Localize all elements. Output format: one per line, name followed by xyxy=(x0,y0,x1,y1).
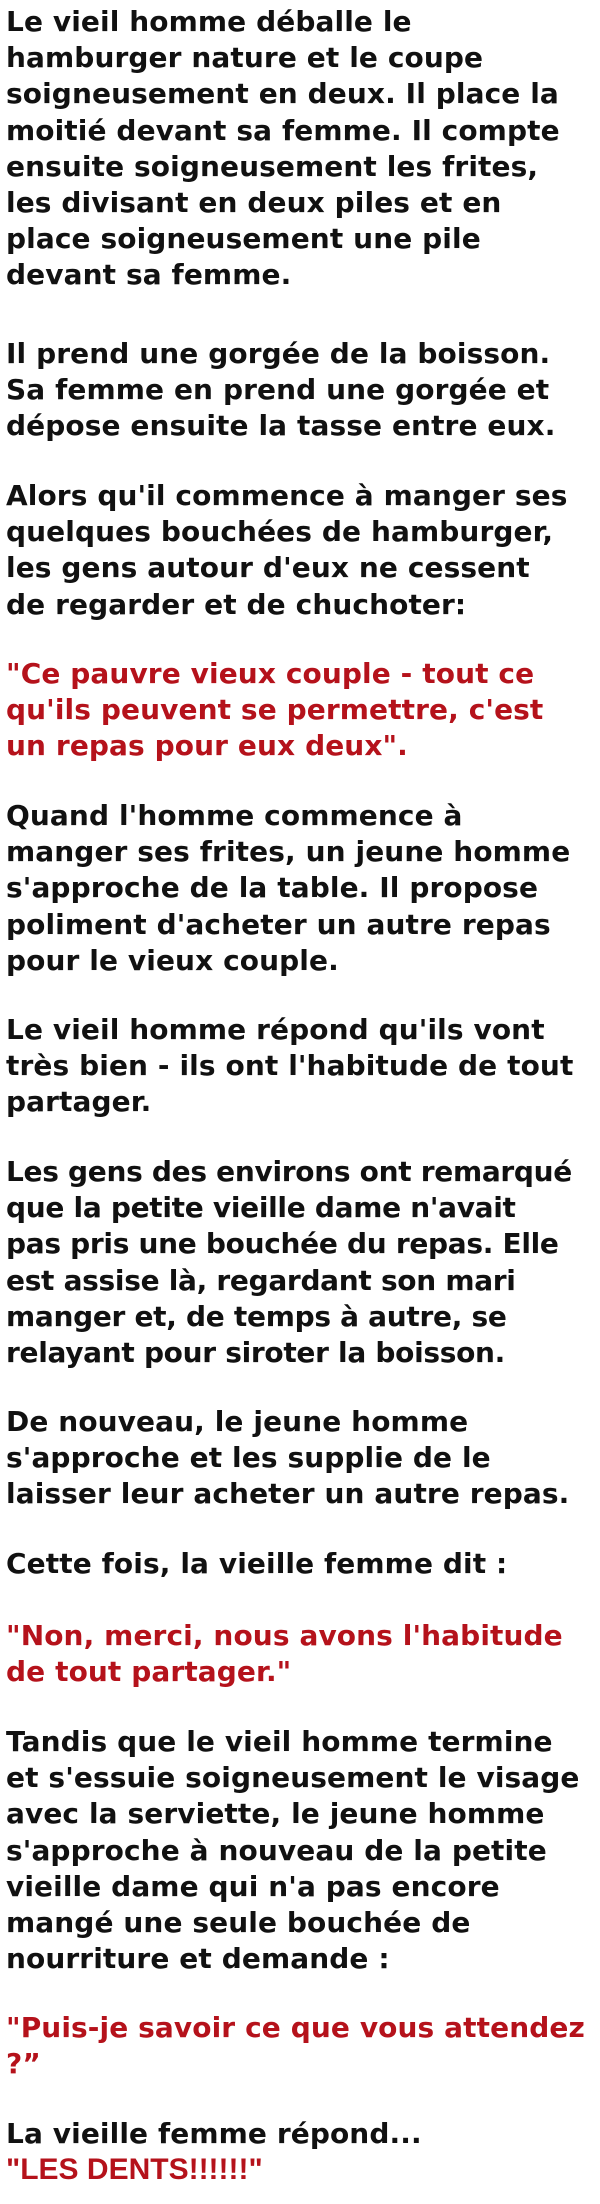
quote-what-are-you-waiting-for: "Puis-je savoir ce que vous attendez ?” xyxy=(6,2011,585,2081)
paragraph-wife-not-eating: Les gens des environs ont remarqué que la petite vieille dame n'avait pas pris une bouchée du repas. Elle est assise là, regardant son mari manger et, de temps à autre, se relayant pour siroter la boisson. xyxy=(6,1155,572,1370)
paragraph-old-man-replies: Le vieil homme répond qu'ils vont très bien - ils ont l'habitude de tout partager. xyxy=(6,1013,574,1119)
paragraph-sharing-drink: Il prend une gorgée de la boisson. Sa femme en prend une gorgée et dépose ensuite la tasse entre eux. xyxy=(6,337,556,443)
quote-poor-couple: "Ce pauvre vieux couple - tout ce qu'ils peuvent se permettre, c'est un repas pour eux deux". xyxy=(6,657,544,763)
paragraph-young-man-asks: Tandis que le vieil homme termine et s'essuie soigneusement le visage avec la serviette, le jeune homme s'approche à nouveau de la petite vieille dame qui n'a pas encore mangé une seule bouchée de nourriture et demande : xyxy=(6,1725,580,1976)
paragraph-young-man-offers: Quand l'homme commence à manger ses frites, un jeune homme s'approche de la table. Il propose poliment d'acheter un autre repas pour le vieux couple. xyxy=(6,799,571,977)
punchline-les-dents: "LES DENTS!!!!!!" xyxy=(6,2153,263,2186)
paragraph-unwrapping-burger: Le vieil homme déballe le hamburger nature et le coupe soigneusement en deux. Il place la moitié devant sa femme. Il compte ensuite soigneusement les frites, les divisant en deux piles et en place soigneusement une pile devant sa femme. xyxy=(6,5,560,292)
quote-we-share: "Non, merci, nous avons l'habitude de tout partager." xyxy=(6,1619,563,1689)
paragraph-young-man-again: De nouveau, le jeune homme s'approche et les supplie de le laisser leur acheter un autre repas. xyxy=(6,1405,570,1511)
paragraph-wife-answers: La vieille femme répond... xyxy=(6,2117,422,2150)
paragraph-wife-says: Cette fois, la vieille femme dit : xyxy=(6,1547,508,1580)
paragraph-people-whisper: Alors qu'il commence à manger ses quelques bouchées de hamburger, les gens autour d'eux ne cessent de regarder et de chuchoter: xyxy=(6,479,568,621)
